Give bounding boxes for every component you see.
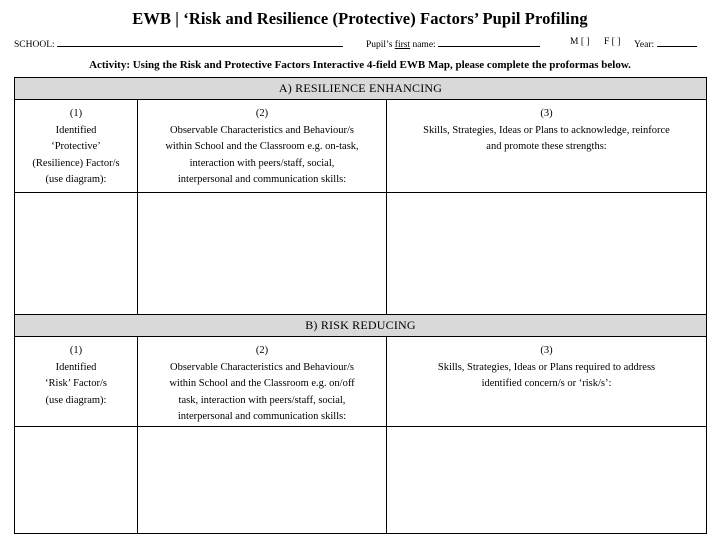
column-header-line: Observable Characteristics and Behaviour/s	[170, 361, 354, 373]
gender-f-checkbox[interactable]: F [ ]	[604, 37, 621, 47]
pupil-name-label-underlined: first	[394, 40, 411, 50]
column-header-observable-behaviours	[138, 337, 387, 427]
column-header-line: identified concern/s or ‘risk/s’:	[481, 378, 612, 390]
pupil-name-input-line[interactable]	[438, 37, 540, 47]
risk-factors-entry[interactable]	[15, 427, 138, 534]
activity-instructions: Activity: Using the Risk and Protective Factors Interactive 4-field EWB Map, please complete the proformas below.	[89, 59, 631, 71]
risk-behaviours-entry[interactable]	[138, 427, 387, 534]
risk-strategies-entry[interactable]	[387, 427, 707, 534]
column-header-line: and promote these strengths:	[486, 141, 607, 153]
section-heading-risk: B) RISK REDUCING	[15, 315, 707, 337]
year-input-line[interactable]	[657, 37, 697, 47]
year-field	[634, 37, 697, 50]
pupil-name-label-pre: Pupil’s	[366, 40, 395, 50]
column-header-line: ‘Risk’ Factor/s	[45, 378, 107, 390]
column-header-protective-factors	[15, 100, 138, 193]
profiling-form-table	[14, 77, 707, 534]
column-number: (3)	[540, 108, 553, 120]
column-header-line: (Resilience) Factor/s	[32, 157, 120, 169]
page-title: EWB | ‘Risk and Resilience (Protective) Factors’ Pupil Profiling	[132, 9, 588, 28]
column-header-line: ‘Protective’	[51, 141, 101, 153]
school-field	[14, 37, 343, 50]
column-number: (3)	[540, 345, 553, 357]
year-label: Year:	[634, 40, 655, 50]
school-label: SCHOOL:	[14, 40, 55, 50]
column-header-line: interaction with peers/staff, social,	[189, 157, 335, 169]
column-header-risk-factors	[15, 337, 138, 427]
column-header-line: interpersonal and communication skills:	[177, 411, 347, 423]
protective-strategies-entry[interactable]	[387, 192, 707, 315]
column-header-line: (use diagram):	[45, 394, 107, 406]
column-header-line: Identified	[55, 124, 97, 136]
column-header-line: Skills, Strategies, Ideas or Plans to acknowledge, reinforce	[423, 124, 670, 136]
column-number: (2)	[255, 108, 269, 120]
column-header-line: Identified	[55, 361, 97, 373]
protective-factors-entry[interactable]	[15, 192, 138, 315]
column-number: (2)	[255, 345, 269, 357]
column-header-line: (use diagram):	[45, 174, 107, 186]
pupil-name-label-post: name:	[410, 40, 436, 50]
column-header-strategies	[387, 337, 707, 427]
column-number: (1)	[69, 108, 83, 120]
column-header-line: within School and the Classroom e.g. on/off	[169, 378, 355, 390]
section-heading-resilience: A) RESILIENCE ENHANCING	[15, 78, 707, 100]
column-number: (1)	[69, 345, 83, 357]
column-header-line: task, interaction with peers/staff, social,	[178, 394, 346, 406]
column-header-observable-behaviours	[138, 100, 387, 193]
school-input-line[interactable]	[57, 37, 343, 47]
column-header-line: within School and the Classroom e.g. on-task,	[165, 141, 359, 153]
column-header-line: interpersonal and communication skills:	[177, 174, 347, 186]
column-header-line: Observable Characteristics and Behaviour/s	[170, 124, 354, 136]
column-header-strategies	[387, 100, 707, 193]
protective-behaviours-entry[interactable]	[138, 192, 387, 315]
column-header-line: Skills, Strategies, Ideas or Plans required to address	[437, 361, 656, 373]
pupil-info-line	[14, 37, 706, 51]
pupil-name-field	[366, 37, 540, 50]
gender-m-checkbox[interactable]: M [ ]	[570, 37, 590, 47]
